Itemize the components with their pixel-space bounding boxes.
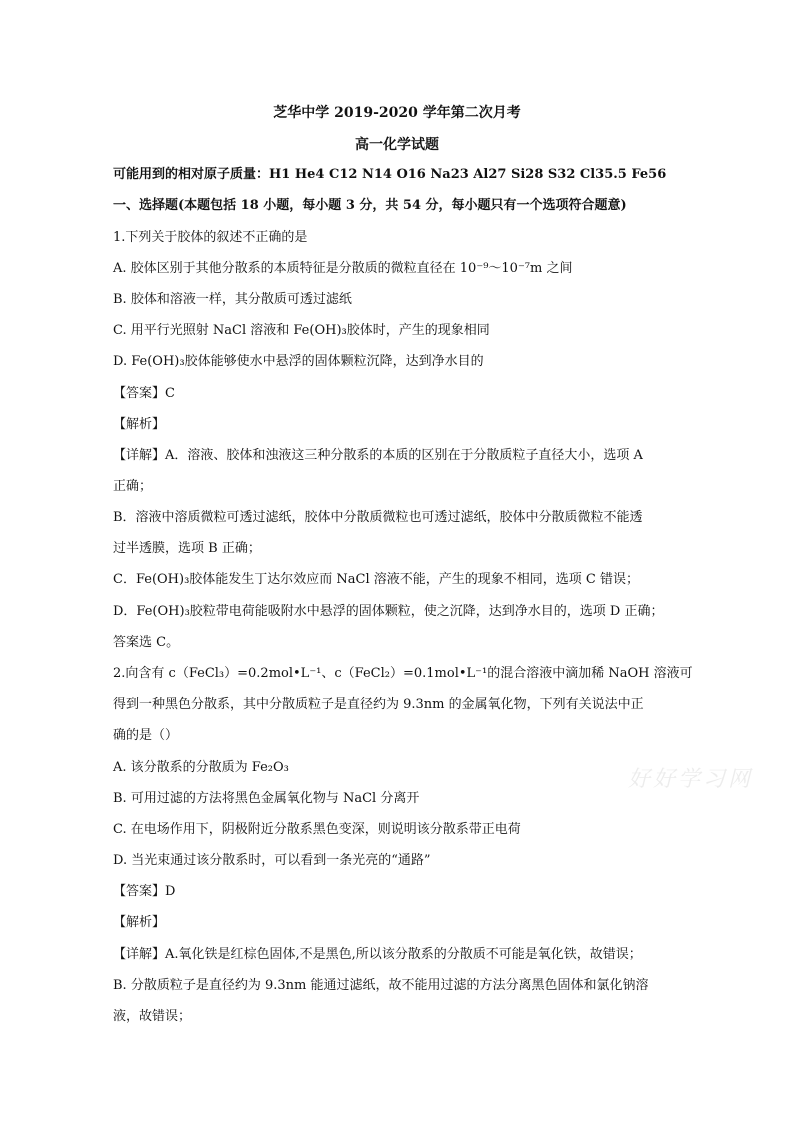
q1-option-b: B. 胶体和溶液一样，其分散质可透过滤纸 xyxy=(113,292,352,307)
q1-answer: 【答案】C xyxy=(113,386,175,401)
q1-detail-line: D．Fe(OH)₃胶粒带电荷能吸附水中悬浮的固体颗粒，使之沉降，达到净水目的，选项 D 正确； xyxy=(113,604,664,619)
q1-detail-line: B．溶液中溶质微粒可透过滤纸，胶体中分散质微粒也可透过滤纸，胶体中分散质微粒不能透 xyxy=(113,510,643,525)
q1-stem: 1.下列关于胶体的叙述不正确的是 xyxy=(113,230,308,245)
q1-detail-line: 正确； xyxy=(113,479,153,494)
section-heading: 一、选择题(本题包括 18 小题，每小题 3 分，共 54 分，每小题只有一个选项符合题意) xyxy=(113,198,627,213)
q2-detail-line: 【详解】A.氧化铁是红棕色固体,不是黑色,所以该分散系的分散质不可能是氧化铁，故错误； xyxy=(113,947,642,962)
q1-option-d: D. Fe(OH)₃胶体能够使水中悬浮的固体颗粒沉降，达到净水目的 xyxy=(113,354,484,369)
q2-option-d: D. 当光束通过该分散系时，可以看到一条光亮的“通路” xyxy=(113,853,431,868)
q2-stem-line: 得到一种黑色分散系，其中分散质粒子是直径约为 9.3nm 的金属氧化物，下列有关说法中正 xyxy=(113,697,644,712)
q2-detail-line: B. 分散质粒子是直径约为 9.3nm 能通过滤纸，故不能用过滤的方法分离黑色固体和氯化钠溶 xyxy=(113,978,649,993)
q1-detail-line: 答案选 C。 xyxy=(113,635,180,650)
q1-option-c: C. 用平行光照射 NaCl 溶液和 Fe(OH)₃胶体时，产生的现象相同 xyxy=(113,323,490,338)
q2-stem-line: 2.向含有 c（FeCl₃）=0.2mol•L⁻¹、c（FeCl₂）=0.1mol•L⁻¹的混合溶液中滴加稀 NaOH 溶液可 xyxy=(113,666,693,681)
watermark: 好好学习网 xyxy=(628,767,754,792)
q2-option-b: B. 可用过滤的方法将黑色金属氧化物与 NaCl 分离开 xyxy=(113,791,420,806)
atomic-masses: 可能用到的相对原子质量：H1 He4 C12 N14 O16 Na23 Al27 Si28 S32 Cl35.5 Fe56 xyxy=(113,167,667,182)
q2-answer: 【答案】D xyxy=(113,884,176,899)
q1-analysis-label: 【解析】 xyxy=(113,417,166,432)
q1-detail-line: 过半透膜，选项 B 正确； xyxy=(113,541,261,556)
q2-detail-line: 液，故错误； xyxy=(113,1009,192,1024)
q1-detail-line: C．Fe(OH)₃胶体能发生丁达尔效应而 NaCl 溶液不能，产生的现象不相同，选项 C 错误； xyxy=(113,572,640,587)
exam-subtitle: 高一化学试题 xyxy=(355,137,439,153)
q1-detail-line: 【详解】A．溶液、胶体和浊液这三种分散系的本质的区别在于分散质粒子直径大小，选项 A xyxy=(113,448,643,463)
q2-option-c: C. 在电场作用下，阴极附近分散系黑色变深，则说明该分散系带正电荷 xyxy=(113,822,521,837)
q2-option-a: A. 该分散系的分散质为 Fe₂O₃ xyxy=(113,760,289,775)
exam-title: 芝华中学 2019-2020 学年第二次月考 xyxy=(273,105,521,121)
q2-stem-line: 确的是（） xyxy=(113,728,179,743)
q2-analysis-label: 【解析】 xyxy=(113,915,166,930)
q1-option-a: A. 胶体区别于其他分散系的本质特征是分散质的微粒直径在 10⁻⁹～10⁻⁷m 之间 xyxy=(113,261,573,276)
